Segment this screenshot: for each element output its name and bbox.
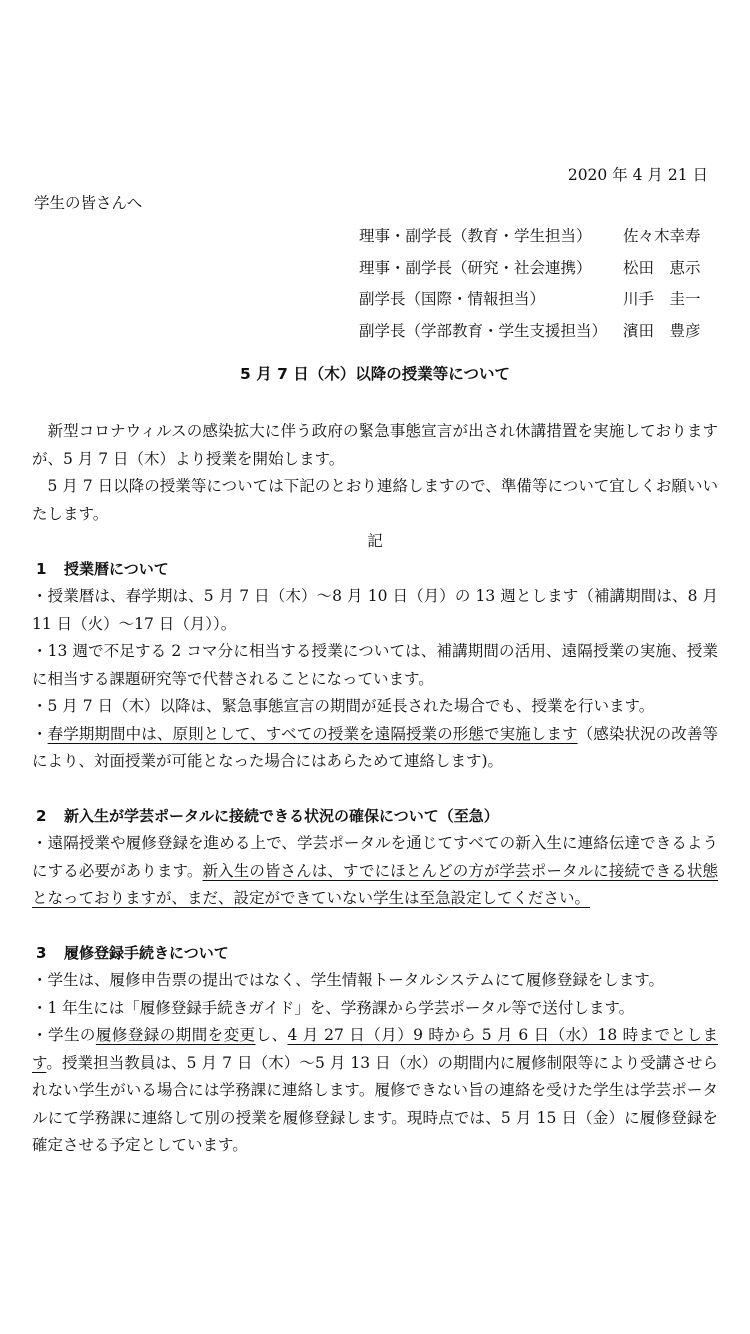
signatory-row xyxy=(359,253,711,285)
bullet-item: ・学生は、履修申告票の提出ではなく、学生情報トータルシステムにて履修登録をします。 xyxy=(32,971,665,989)
bullet-text: 。授業担当教員は、5 月 7 日（木）～5 月 13 日（水）の期間内に履修制限等により受講させられない学生がいる場合には学務課に連絡します。履修できない旨の連絡を受けた学生は学芸ポータルにて学務課に連絡して別の授業を履修登録します。現時点では、5 月 15 日（金）に履修登録を確定させる予定としています。 xyxy=(32,1053,719,1154)
signatory-name: 佐々木幸寿 xyxy=(623,227,701,245)
signatory-role: 理事・副学長（教育・学生担当） xyxy=(359,227,592,245)
underlined-text: 春学期期間中は、原則として、すべての授業を遠隔授業の形態で実施します xyxy=(47,724,578,743)
section-number: 2 xyxy=(36,806,47,825)
signatory-block xyxy=(359,221,711,347)
bullet-item: ・5 月 7 日（木）以降は、緊急事態宣言の期間が延長された場合でも、授業を行います。 xyxy=(32,697,655,715)
section-heading xyxy=(32,556,718,584)
signatory-row xyxy=(359,284,711,316)
bullet-item xyxy=(32,1022,718,1160)
bullet-text: （感染状況の改善等により、対面授業が可能となった場合にはあらためて連絡します)。 xyxy=(32,724,718,770)
signatory-name: 川手 圭一 xyxy=(623,290,701,308)
document-title: 5 月 7 日（木）以降の授業等について xyxy=(240,365,510,383)
bullet-item: ・授業暦は、春学期は、5 月 7 日（木）～8 月 10 日（月）の 13 週とします（補講期間は、8 月 11 日（火）～17 日（月））。 xyxy=(32,587,718,633)
signatory-row xyxy=(359,316,711,348)
section-number: 3 xyxy=(36,943,47,962)
underlined-text: 新入生の皆さんは、すでにほとんどの方が学芸ポータルに接続できる状態となっておりますが、まだ、設定ができていない学生は至急設定してください。 xyxy=(32,861,718,907)
signatory-role: 副学長（国際・情報担当） xyxy=(359,290,546,308)
section-title: 履修登録手続きについて xyxy=(64,943,229,962)
bullet-text: ・学生の xyxy=(32,1026,96,1044)
signatory-name: 濱田 豊彦 xyxy=(623,321,701,340)
document-body xyxy=(32,418,718,1160)
signatory-role: 理事・副学長（研究・社会連携） xyxy=(359,258,592,277)
signatory-role: 副学長（学部教育・学生支援担当） xyxy=(359,321,608,340)
bullet-text: し、 xyxy=(255,1026,288,1044)
intro-paragraph: 新型コロナウィルスの感染拡大に伴う政府の緊急事態宣言が出され休講措置を実施しておりますが、5 月 7 日（木）より授業を開始します。 xyxy=(32,422,718,468)
underlined-text: 4 月 27 日（月）9 時から 5 月 6 日（水）18 時までとします xyxy=(32,1026,718,1072)
bullet-item xyxy=(32,830,718,913)
underlined-text: 履修登録の期間を変更 xyxy=(95,1026,256,1044)
section-number: 1 xyxy=(36,559,47,578)
section-title: 新入生が学芸ポータルに接続できる状況の確保について（至急） xyxy=(64,806,499,825)
bullet-item xyxy=(32,721,718,776)
signatory-row xyxy=(359,221,711,253)
intro-paragraph: 5 月 7 日以降の授業等については下記のとおり連絡しますので、準備等について宜しくお願いいたします。 xyxy=(32,477,718,523)
ki-marker: 記 xyxy=(367,532,383,550)
greeting: 学生の皆さんへ xyxy=(34,194,143,212)
bullet-text: ・遠隔授業や履修登録を進める上で、学芸ポータルを通じてすべての新入生に連絡伝達できるようにする必要があります。 xyxy=(32,834,718,880)
bullet-item: ・1 年生には「履修登録手続きガイド」を、学務課から学芸ポータル等で送付します。 xyxy=(32,998,635,1017)
bullet-text: ・ xyxy=(32,724,48,743)
section-title: 授業暦について xyxy=(64,559,169,578)
signatory-name: 松田 恵示 xyxy=(623,258,701,277)
section-heading xyxy=(32,940,718,968)
bullet-item: ・13 週で不足する 2 コマ分に相当する授業については、補講期間の活用、遠隔授業の実施、授業に相当する課題研究等で代替されることになっています。 xyxy=(32,642,718,688)
document-date: 2020 年 4 月 21 日 xyxy=(567,166,708,184)
section-heading xyxy=(32,803,718,831)
